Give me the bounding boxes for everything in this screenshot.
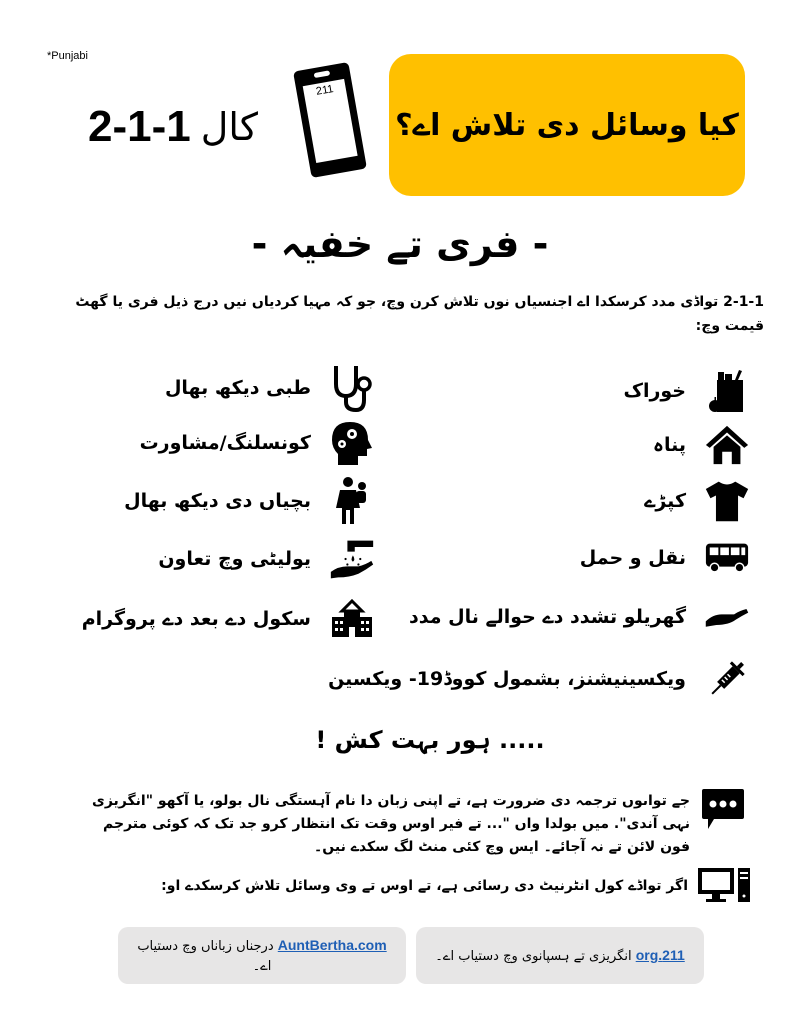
- service-food: [623, 368, 750, 414]
- service-after-school: [82, 596, 375, 642]
- tshirt-icon: [704, 478, 750, 524]
- service-label: ویکسینیشنز، بشمول کووڈ19- ویکسین: [328, 668, 686, 690]
- service-medical: [165, 365, 375, 411]
- language-tag: *Punjabi: [47, 50, 88, 62]
- grocery-bag-icon: [704, 368, 750, 414]
- service-vaccinations: [328, 656, 750, 702]
- service-label: کونسلنگ/مشاورت: [139, 432, 311, 454]
- auntbertha-description: درجناں زباناں وچ دستیاب اے۔: [137, 938, 278, 974]
- school-building-icon: [329, 596, 375, 642]
- service-domestic-violence: [409, 594, 750, 640]
- 211org-info-box: [416, 927, 704, 984]
- call-211-heading: [88, 92, 303, 162]
- service-label: کپڑے: [644, 490, 686, 512]
- auntbertha-info-box: [118, 927, 406, 984]
- service-childcare: [124, 478, 375, 524]
- much-more-heading: ..... ہور بہت کش !: [315, 726, 545, 754]
- desktop-computer-icon: [696, 866, 754, 906]
- internet-note: اگر تواڈے کول انٹرنیٹ دی رسائی ہے، تے اوس تے وی وسائل تلاش کرسکدے او:: [161, 878, 688, 894]
- helping-hand-icon: [704, 594, 750, 640]
- intro-paragraph: 2-1-1 تواڈی مدد کرسکدا اے اجنسیاں نوں تلاش کرن وچ، جو کہ مہیا کردیاں نیں درج ذیل فری یا گھٹ قیمت وچ:: [75, 294, 764, 334]
- free-confidential-subtitle: - فری تے خفیہ -: [251, 222, 549, 266]
- service-label: بچیاں دی دیکھ بھال: [124, 490, 311, 512]
- parent-child-icon: [329, 478, 375, 524]
- service-clothing: [644, 478, 750, 524]
- house-icon: [704, 422, 750, 468]
- service-shelter: [653, 422, 750, 468]
- service-label: پناہ: [652, 434, 686, 456]
- resources-callout-text: کیا وسائل دی تلاش اے؟: [395, 107, 739, 143]
- service-utility-assistance: [158, 536, 375, 582]
- 211org-link[interactable]: 211.org: [635, 946, 685, 963]
- bus-icon: [704, 535, 750, 581]
- service-transportation: [580, 535, 750, 581]
- auntbertha-link[interactable]: AuntBertha.com: [277, 936, 387, 953]
- service-label: یولیٹی وچ تعاون: [158, 548, 311, 570]
- call-number: 2-1-1: [88, 102, 191, 151]
- service-label: گھریلو تشدد دے حوالے نال مدد: [409, 606, 686, 628]
- service-label: سکول دے بعد دے پروگرام: [81, 608, 311, 630]
- stethoscope-icon: [329, 365, 375, 411]
- utility-tap-hand-icon: [329, 536, 375, 582]
- svg-text:211: 211: [315, 83, 335, 98]
- 211org-description: انگریزی تے ہسپانوی وچ دستیاب اے۔: [435, 948, 636, 964]
- speech-bubble-icon: [700, 787, 750, 835]
- service-counseling: [140, 420, 375, 466]
- syringe-icon: [704, 656, 750, 702]
- head-gears-icon: [329, 420, 375, 466]
- resources-callout-box: [389, 54, 745, 196]
- call-word: کال: [200, 105, 258, 149]
- service-label: نقل و حمل: [579, 547, 686, 569]
- service-label: طبی دیکھ بھال: [164, 377, 311, 399]
- phone-icon: [290, 60, 370, 180]
- service-label: خوراک: [623, 380, 686, 402]
- interpreter-note: جے تواں‍وں ترجمہ دی ضرورت ہے، تے اپنی زبان دا نام آہستگی نال بولو، یا آکھو "انگریزی نہی آندی". میں بولدا واں "... تے فیر اوس وقت تک انتظار کرو جد تک کہ کوئی مترجم فون لائن تے نہ آجائے۔ ایس وچ کئی منٹ لگ سکدے نیں۔: [91, 793, 690, 855]
